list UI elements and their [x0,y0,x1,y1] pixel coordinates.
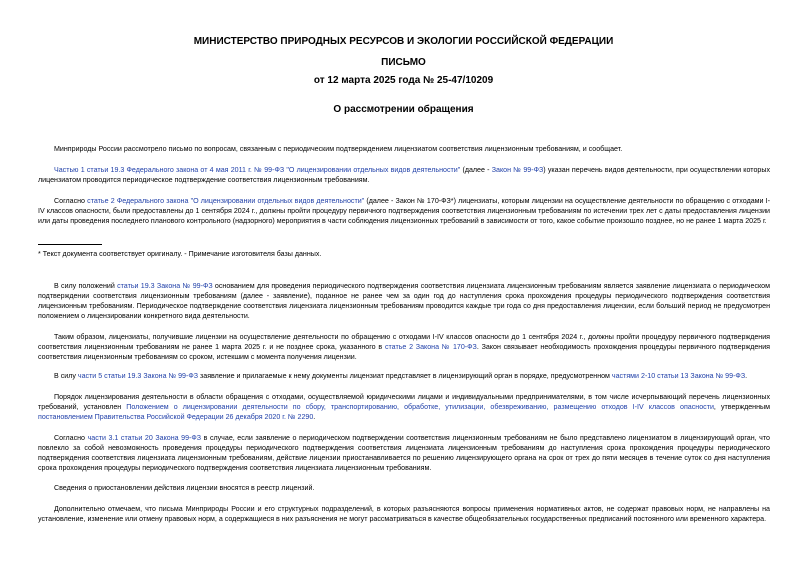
paragraph-5 [38,333,770,363]
paragraph-7-text-b: , утвержденным [713,402,770,411]
paragraph-1-text: Минприроды России рассмотрело письмо по вопросам, связанным с периодическим подтверждением лицензиатом соответствия лицензионным требованиям, и сообщает. [54,145,623,153]
link-law-99fz[interactable]: Закон № 99-ФЗ [491,166,544,174]
paragraph-5-text-a: Таким образом, лицензиаты, получившие лицензии на осуществление деятельности по обращению с отходами I-IV классов опасности до 1 сентября 2024 г., должны пройти процедуру первичного подтверждения соответствия лицензионным требованиям не ранее 1 марта 2025 г. и не позднее срока, указанного в [38,333,770,351]
paragraph-4-text-a: В силу положений [54,282,118,290]
paragraph-4 [38,282,770,322]
paragraph-5-text-b: . Закон связывает необходимость прохождения процедуры первичного подтверждения соответствия лицензионным требованиям со сроком, истекшим с момента получения лицензии. [38,342,771,361]
paragraph-2-text-a: (далее - [460,166,492,174]
paragraph-6-text-c: . [745,372,748,380]
link-law-170fz-art-2[interactable]: статье 2 Федерального закона "О лицензировании отдельных видов деятельности" [87,197,365,205]
paragraph-2-text-b: ) указан перечень видов деятельности, при осуществлении которых лицензиатом проводится периодическое подтверждение соответствия лицензионным требованиям. [38,166,770,184]
link-government-resolution-2290[interactable]: постановлением Правительства Российской Федерации 26 декабря 2020 г. № 2290 [38,412,314,421]
paragraph-7 [38,393,770,423]
link-law-99fz-art-19-3[interactable]: Частью 1 статьи 19.3 Федерального закона от 4 мая 2011 г. № 99-ФЗ "О лицензировании отдельных видов деятельности" [54,166,461,174]
paragraph-7-text-a: Порядок лицензирования деятельности в области обращения с отходами, осуществляемой юридическими лицами и индивидуальными предпринимателями, в том числе исчерпывающий перечень лицензионных требований, установлен [38,393,770,411]
paragraph-1 [38,145,770,155]
paragraph-8-text-a: Согласно [54,434,88,442]
paragraph-9-text: Сведения о приостановлении действия лицензии вносятся в реестр лицензий. [54,484,315,492]
paragraph-6-text-a: В силу [54,372,78,380]
paragraph-3 [38,197,770,227]
paragraph-3-text-b: (далее - Закон № 170-ФЗ*) лицензиаты, которым лицензии на осуществление деятельности по обращению с отходами I-IV классов опасности, были предоставлены до 1 сентября 2024 г., должны пройти процедуру первичного подтверждения соответствия лицензионным требованиям по истечении трех лет с даты предоставления лицензии или даты проведения последнего планового контрольного (надзорного) мероприятия в части соблюдения лицензионных требований в зависимости от того, какое событие произошло позднее, но не ранее 1 марта 2025 г. [38,197,770,225]
link-law-99fz-art-19-3-part-5[interactable]: части 5 статьи 19.3 Закона № 99-ФЗ [77,372,199,380]
paragraph-6-text-b: заявление и прилагаемые к нему документы лицензиат представляет в лицензирующий орган в порядке, предусмотренном [198,372,612,380]
document-type: ПИСЬМО [381,57,426,68]
link-licensing-regulation[interactable]: Положением о лицензировании деятельности по сбору, транспортированию, обработке, утилизации, обезвреживанию, размещению отходов I-IV классов опасности [126,402,714,411]
paragraph-8-text-b: в случае, если заявление о периодическом подтверждении соответствия лицензионным требованиям не было представлено лицензиатом в лицензирующий орган, что повлекло за собой невозможность проведения процедуры периодического подтверждения соответствия лицензиата лицензионным требованиям до наступления срока прохождения процедуры периодического подтверждения соответствия лицензиата лицензионным требованиям, действие лицензии приостанавливается по решению лицензирующего органа на срок от трех до пяти месяцев в течение суток со дня наступления срока прохождения процедуры периодического подтверждения соответствия лицензиата лицензионным требованиям. [38,434,770,472]
paragraph-10-text: Дополнительно отмечаем, что письма Минприроды России и его структурных подразделений, в которых разъясняются вопросы применения нормативных актов, не содержат правовых норм, не направлены на установление, изменение или отмену правовых норм, а содержащиеся в них разъяснения не могут рассматриваться в качестве общеобязательных государственных предписаний постоянного или временного характера. [38,505,770,523]
link-law-99fz-art-20[interactable]: части 3.1 статьи 20 Закона 99-ФЗ [87,434,202,442]
paragraph-2 [38,166,770,186]
paragraph-10 [38,505,770,525]
footnote-divider [38,244,102,245]
ministry-title: МИНИСТЕРСТВО ПРИРОДНЫХ РЕСУРСОВ И ЭКОЛОГИИ РОССИЙСКОЙ ФЕДЕРАЦИИ [193,36,614,47]
link-law-99fz-art-19-3-b[interactable]: статьи 19.3 Закона № 99-ФЗ [117,282,213,290]
paragraph-6 [38,372,770,382]
footnote: * Текст документа соответствует оригиналу. - Примечание изготовителя базы данных. [38,250,322,258]
link-law-99fz-art-13[interactable]: частями 2-10 статьи 13 Закона № 99-ФЗ [611,372,746,380]
paragraph-4-text-b: основанием для проведения периодического подтверждения соответствия лицензиата лицензионным требованиям является заявление лицензиата о периодическом подтверждении соответствия лицензионным требованиям (далее - заявление), поданное не ранее чем за один год до наступления срока прохождения процедуры периодического подтверждения соответствия лицензионным требованиям. Периодическое подтверждение соответствия лицензиата лицензионным требованиям проводится каждые три года со дня предоставления лицензии, если больший период не предусмотрен положением о лицензировании конкретного вида деятельности. [38,282,770,320]
document-subject: О рассмотрении обращения [333,104,474,115]
paragraph-9 [38,484,770,494]
paragraph-3-text-a: Согласно [54,197,88,205]
paragraph-7-text-c: . [313,412,316,421]
document-date-number: от 12 марта 2025 года № 25-47/10209 [313,75,494,86]
link-law-170fz-art-2-b[interactable]: статье 2 Закона № 170-ФЗ [384,342,477,351]
paragraph-8 [38,434,770,474]
